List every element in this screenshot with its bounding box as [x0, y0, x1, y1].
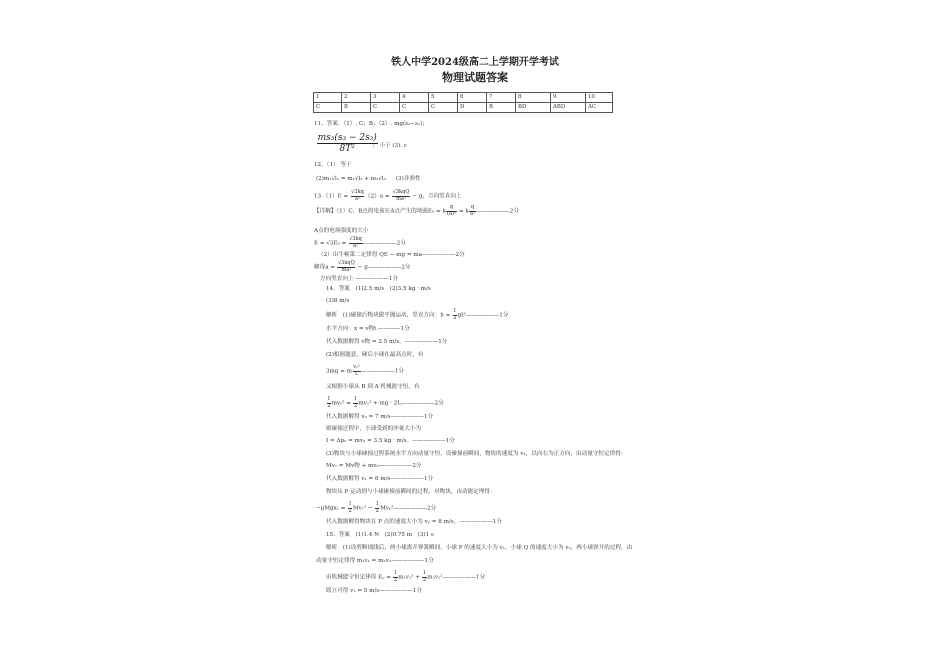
fraction-denominator: a²: [353, 242, 359, 249]
table-answer-cell: ABD: [551, 103, 586, 113]
q14-impulse-line: I = Δp₀ = mv₀ = 3.5 kg · m/s。——————1分: [326, 438, 455, 444]
q13-detail-prefix: 【详解】（1）C、B点的电荷在A点产生的场强E₀ = k: [314, 208, 446, 215]
fraction: [337, 261, 355, 273]
fraction-numerator: 1: [327, 396, 331, 402]
table-answer-cell: D: [458, 103, 487, 113]
fraction-numerator: q: [446, 205, 456, 212]
fraction: [375, 502, 379, 514]
q13-detail-mid: = k: [457, 208, 469, 215]
fraction-numerator: ms₃(s₃ − 2s₂): [317, 133, 377, 143]
q14-part3-intro: (3)物块与小球碰撞过程系统水平方向动量守恒，设碰撞前瞬间，物块的速度为 v₁，以向右为正方向，由动量守恒定律得：: [326, 451, 627, 457]
fraction-numerator: q: [470, 204, 475, 210]
fraction-denominator: 2: [353, 402, 358, 409]
fraction-numerator: √3kqQ: [337, 260, 355, 266]
q14-work-equation: [316, 502, 436, 515]
fraction: [349, 237, 363, 249]
q12-part1: 12、（1） 等于: [314, 162, 352, 168]
q14-v0-result: 代入数据解得 v₀ = 7 m/s——————1分: [326, 414, 434, 420]
answer-table: [313, 92, 613, 113]
fraction: [392, 190, 410, 202]
fraction-numerator: 1: [375, 501, 379, 507]
q13-answer-p1: 13.（1）E =: [314, 193, 350, 200]
q14-work-p2: Mv₁² −: [352, 505, 375, 512]
score-mark: ——————2分: [363, 240, 406, 247]
fraction-denominator: ma²: [341, 266, 352, 273]
table-number-cell: 4: [400, 93, 429, 103]
q14-analysis-prefix: 解析 (1)碰撞后物块做平抛运动，竖直方向：h =: [326, 312, 453, 319]
q14-analysis-tail: gt²——————1分: [457, 312, 509, 319]
fraction: [317, 133, 378, 155]
q11-tail: ； 小于 (3). c: [372, 143, 407, 149]
q14-analysis-line: [326, 309, 508, 322]
school-title: 铁人中学2024级高二上学期开学考试: [391, 57, 559, 68]
fraction: [351, 190, 365, 202]
q15-energy-p2: m₂v₂²——————1分: [427, 574, 486, 581]
fraction-denominator: 2: [327, 402, 331, 409]
q14-work-p3: Mvₚ²——————2分: [380, 505, 437, 512]
fraction-numerator: √3kq: [349, 236, 362, 242]
q14-energy-intro: 又根据小球从 B 到 A 机械能守恒，有: [326, 384, 420, 390]
fraction-denominator: 8T²: [339, 144, 355, 155]
q15-momentum-line: 动量守恒定律得 m₁v₁ = m₂v₂——————1分: [316, 558, 434, 564]
q14-energy-p2: mv₁² + mg · 2L——————2分: [358, 400, 444, 407]
q14-momentum-line: Mv₁ = Mv物 + mv₀——————2分: [326, 463, 422, 469]
q14-vp-result: 代入数据解得物块在 P 点的速度大小为 vₚ = 8 m/s。——————1分: [326, 519, 502, 525]
table-row-numbers: [314, 93, 613, 103]
table-number-cell: 10: [586, 93, 613, 103]
fraction-denominator: a²: [470, 210, 476, 217]
q14-top-prefix: 3mg = m: [326, 368, 352, 375]
q12-part2: (2)m₁√l₁ = m₁√l₂ + m₂√l₃: [316, 176, 386, 182]
table-number-cell: 5: [429, 93, 458, 103]
q12-part3: (3)非弹性: [395, 176, 421, 182]
q13-newton-line: （2）由牛顿第二定律得 QE − mg = ma——————2分: [318, 252, 465, 258]
fraction-denominator: (a)²: [447, 210, 456, 217]
fraction: [393, 571, 397, 583]
table-answer-cell: C: [400, 103, 429, 113]
q13-solve-line: [314, 261, 411, 274]
subject-title: 物理试题答案: [442, 71, 508, 84]
table-number-cell: 1: [314, 93, 342, 103]
fraction: [469, 205, 475, 217]
table-answer-cell: C: [371, 103, 400, 113]
q13-detail-line: [314, 205, 519, 218]
q15-energy-prefix: 由机械能守恒定律得 Eₚ =: [326, 574, 393, 581]
fraction-denominator: 2: [422, 576, 427, 583]
table-number-cell: 3: [371, 93, 400, 103]
table-number-cell: 8: [516, 93, 551, 103]
table-number-cell: 7: [487, 93, 516, 103]
fraction-numerator: 1: [453, 308, 457, 314]
q15-answer-line: 15、答案 (1)1.4 N (2)0.75 m (3)1 s: [326, 532, 434, 538]
table-number-cell: 6: [458, 93, 487, 103]
table-number-cell: 9: [551, 93, 586, 103]
q13-answer-p2: （2）a =: [365, 193, 392, 200]
fraction-denominator: a²: [355, 195, 361, 202]
q14-top-equation: [326, 365, 404, 378]
fraction-numerator: √3kqQ: [392, 189, 410, 195]
fraction-denominator: ma²: [396, 195, 406, 202]
q14-energy-p1: mv₀² =: [331, 400, 353, 407]
fraction-numerator: 1: [422, 570, 427, 576]
table-answer-cell: B: [342, 103, 371, 113]
fraction: [353, 365, 361, 377]
q11-formula: [316, 133, 378, 155]
fraction-denominator: 2: [453, 314, 457, 321]
table-number-cell: 2: [342, 93, 371, 103]
q14-part2-intro: (2)根据题意，碰后小球在最高点时，有: [326, 352, 424, 358]
score-mark: ——————1分: [361, 368, 404, 375]
q13-field-equation: [314, 237, 406, 250]
q13-field-prefix: E = √3E₀ =: [314, 240, 349, 247]
fraction-denominator: 2: [393, 576, 398, 583]
q12-part2-line: [316, 176, 421, 183]
fraction: [453, 309, 457, 321]
table-answer-cell: C: [429, 103, 458, 113]
q11-answer-line: 11、答案：（1）. C；B；（2）. mg(s₂−s₁)；: [314, 121, 428, 127]
q13-direction-line: 方向竖直向上 ——————1分: [320, 276, 399, 282]
fraction-denominator: L: [354, 370, 359, 377]
q15-energy-equation: [326, 571, 485, 584]
table-answer-cell: B: [487, 103, 516, 113]
table-row-answers: [314, 103, 613, 113]
q14-energy-equation: [326, 397, 444, 410]
fraction-numerator: √3kq: [351, 189, 364, 195]
fraction: [348, 502, 352, 514]
q13-answer-tail: − g，方向竖直向上: [410, 193, 462, 200]
q14-horizontal-line: 水平方向：x = v物t ————1分: [326, 326, 410, 332]
q13-field-label: A点的电场强度的大小: [314, 228, 369, 234]
q15-analysis-line: 解析 (1)设剪断细线后，两小球离开弹簧瞬间，小球 P 的速度大小为 v₁，小球 Q 的速度大小为 v₂，两小球弹开的过程，由: [326, 545, 633, 551]
fraction-numerator: v₁²: [353, 364, 361, 370]
q14-work-p1: −μMgx₁ =: [316, 505, 348, 512]
q14-impulse-intro: 则碰撞过程中，小球受到的冲量大小为: [326, 426, 422, 432]
table-answer-cell: BD: [516, 103, 551, 113]
fraction: [327, 397, 331, 409]
table-answer-cell: C: [314, 103, 342, 113]
score-mark: ——————2分: [476, 208, 519, 215]
q13-answer-line: [314, 190, 462, 203]
q13-solve-tail: − g——————2分: [355, 264, 411, 271]
fraction-denominator: 2: [375, 507, 379, 514]
q14-work-intro: 物块从 P 运动到与小球碰撞前瞬间的过程，对物块，由动能定理得：: [326, 489, 496, 495]
q13-solve-prefix: 解得a =: [314, 264, 337, 271]
q15-result-line: 联立可得 v₁ = 5 m/s——————1分: [326, 588, 422, 594]
q14-answer-part3: (3)8 m/s: [326, 298, 350, 304]
table-answer-cell: AC: [586, 103, 613, 113]
fraction-numerator: 1: [353, 396, 358, 402]
fraction-numerator: 1: [348, 501, 352, 507]
q14-answer-line: 14、答案 (1)2.5 m/s (2)3.5 kg · m/s: [326, 286, 431, 292]
fraction-denominator: 2: [348, 507, 352, 514]
q14-v1-result: 代入数据解得 v₁ = 6 m/s——————1分: [326, 476, 434, 482]
q14-v-result: 代入数据解得 v物 = 2.5 m/s。——————1分: [326, 339, 448, 345]
fraction: [446, 205, 456, 217]
fraction-numerator: 1: [393, 570, 398, 576]
q15-energy-p1: m₁v₁² +: [398, 574, 422, 581]
